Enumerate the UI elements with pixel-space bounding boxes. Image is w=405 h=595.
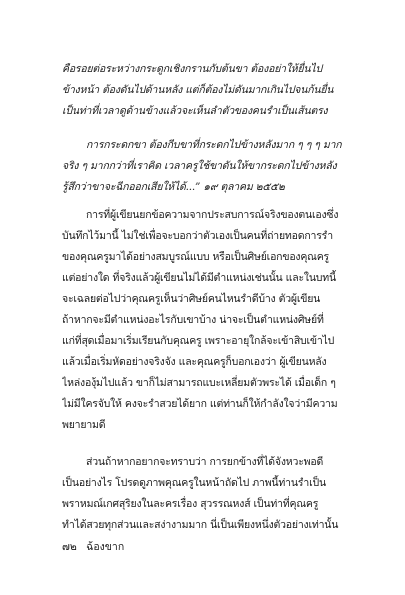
text-line: บันทึกไว้มานี้ ไม่ใช่เพื่อจะบอกว่าตัวเองเป็นคนที่ถ่ายทอดการรำ bbox=[62, 230, 333, 242]
page-footer bbox=[62, 540, 124, 554]
quote-block-1 bbox=[62, 59, 352, 122]
text-line: การกระดกขา ต้องกีบขาที่กระดกไปข้างหลังมาก ๆ ๆ ๆ มาก bbox=[86, 139, 342, 151]
text-line: เป็นอย่างไร โปรดดูภาพคุณครูในหน้าถัดไป ภาพนี้ท่านรำเป็น bbox=[62, 477, 326, 489]
text-line: ถ้าหากจะมีตำแหน่งอะไรกับเขาบ้าง น่าจะเป็นตำแหน่งศิษย์ที่ bbox=[62, 314, 324, 326]
text-line: พยายามดี bbox=[62, 419, 106, 431]
text-line: ไม่มีใครจับให้ คงจะรำสวยได้ยาก แต่ท่านก็ให้กำลังใจว่ามีความ bbox=[62, 398, 338, 410]
text-line: คือรอยต่อระหว่างกระดูกเชิงกรานกับต้นขา ต้องอย่าให้ยื่นไป bbox=[62, 63, 322, 75]
text-line: แก่ที่สุดเมื่อมาเริ่มเรียนกับคุณครู เพราะอายุใกล้จะเข้าสิบเข้าไป bbox=[62, 335, 335, 347]
quote-block-2 bbox=[62, 135, 352, 198]
text-line: ข้างหน้า ต้องดันไปด้านหลัง แต่ก็ต้องไม่ดันมากเกินไปจนก้นยื่น bbox=[62, 84, 334, 96]
page-number: ๗๒ bbox=[62, 541, 77, 553]
paragraph-1 bbox=[62, 205, 352, 436]
text-line: ส่วนถ้าหากอยากจะทราบว่า การยกข้างที่ได้จังหวะพอดี bbox=[86, 456, 324, 468]
text-line: รู้สึกว่าขาจะฉีกออกเสียให้ได้...” ๑๙ ตุลาคม ๒๕๕๒ bbox=[62, 181, 285, 193]
text-line: ทำได้สวยทุกส่วนและสง่างามมาก นี่เป็นเพียงหนึ่งตัวอย่างเท่านั้น bbox=[62, 519, 339, 531]
text-line: จะเฉลยต่อไปว่าคุณครูเห็นว่าศิษย์คนไหนรำดีบ้าง ตัวผู้เขียน bbox=[62, 293, 321, 305]
text-line: พราหมณ์เกศสุริยงในละครเรื่อง สุวรรณหงส์ เป็นท่าที่คุณครู bbox=[62, 498, 319, 510]
text-line: ของคุณครูมาได้อย่างสมบูรณ์แบบ หรือเป็นศิษย์เอกของคุณครู bbox=[62, 251, 329, 263]
text-line: เป็นท่าที่เวลาดูด้านข้างแล้วจะเห็นลำตัวของคนรำเป็นเส้นตรง bbox=[62, 105, 328, 117]
text-line: การที่ผู้เขียนยกข้อความจากประสบการณ์จริงของตนเองซึ่ง bbox=[86, 209, 339, 221]
running-title: ฉ้องขาก bbox=[86, 541, 125, 553]
text-line: แต่อย่างใด ที่จริงแล้วผู้เขียนไม่ได้มีตำแหน่งเช่นนั้น และในบทนี้ bbox=[62, 272, 336, 284]
text-line: ไหล่งองุ้มไปแล้ว ขาก็ไม่สามารถแบะเหลี่ยมตัวพระได้ เมื่อเด็ก ๆ bbox=[62, 377, 336, 389]
text-line: แล้วเมื่อเริ่มหัดอย่างจริงจัง และคุณครูก็บอกเองว่า ผู้เขียนหลัง bbox=[62, 356, 327, 368]
paragraph-2 bbox=[62, 452, 352, 536]
text-line: จริง ๆ มากกว่าที่เราคิด เวลาครูใช้ขาดันให้ขากระดกไปข้างหลัง bbox=[62, 160, 337, 172]
